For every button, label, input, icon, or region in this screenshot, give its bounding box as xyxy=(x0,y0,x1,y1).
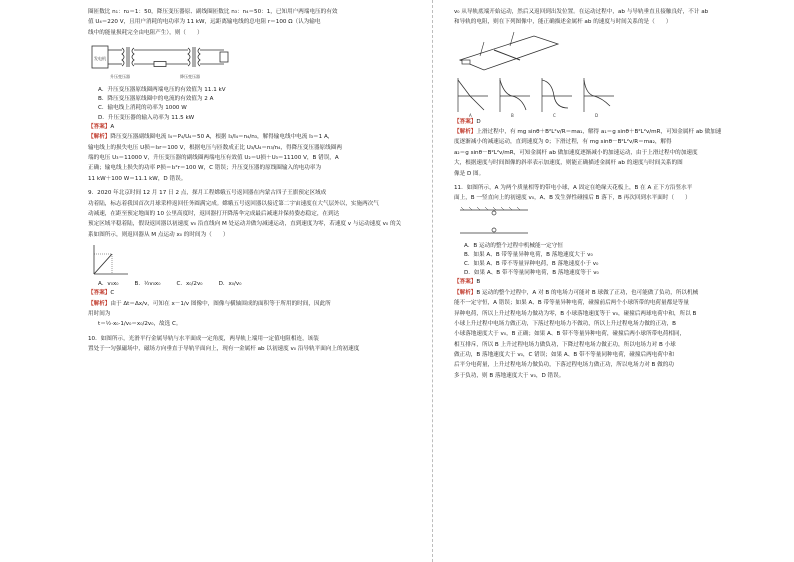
q8-option-d: D．升压变压器的输入功率为 11.5 kW xyxy=(98,114,195,121)
q10-analysis-label: 【解析】 xyxy=(454,128,477,135)
q11-analysis-line: 后平分电荷量，上升过程电场力做负功，下落过程电场力做正功，所以电场力对 B 做的功 xyxy=(454,362,674,369)
vt-graphs-row xyxy=(454,76,764,118)
q11-analysis-line: 多于负功，则 B 落地速度大于 v₀，D 错误。 xyxy=(454,372,565,379)
q11-analysis-line: 能不一定守恒，A 错误；如果 A、B 带等量异种电荷，碰撞前后两个小球所带的电荷量都是等量 xyxy=(454,300,689,307)
q9-answer-value: C xyxy=(110,290,115,297)
q11-option-a: A．B 运动的整个过程中机械能一定守恒 xyxy=(464,242,563,249)
q9-line: 预定区域平稳着陆，假设返回器以初速度 v₀ 沿直线向 M 处运动并做匀减速运动，直到速度为零，若速度 v 与运动速度 v₀ 的关 xyxy=(88,221,402,228)
q8-option-b: B．降压变压器原线圈中的电流的有效值为 2 A xyxy=(98,96,214,103)
q11-analysis-line: 相互排斥，所以 B 上升过程电场力做负功，下降过程电场力做正功，所以电场力对 B 小球 xyxy=(454,341,676,348)
q11-analysis-line: 小球上升过程中电场力做正功，下落过程电场力不做功，所以上升过程电场力做的正功，B xyxy=(454,320,676,327)
q11-option-b: B．如果 A、B 带等量异种电荷，B 落地速度大于 v₀ xyxy=(464,251,593,258)
q9-line: 9．2020 年北京时间 12 月 17 日 2 点，探月工程嫦娥五号返回器在内蒙古四子王旗预定区域成 xyxy=(88,190,327,197)
graph-label-c: C xyxy=(553,112,556,118)
q8-intro-line: 圈匝数比 n₁：n₂＝1：50，降压变压器原、副线圈匝数比 n₃：n₄＝50：1，已知用户两端电压的有效 xyxy=(88,9,338,15)
q9-line: 动减速，在距至预定地面的 10 公里高度时，返回器打开降落伞完成最后减速并保持姿态稳定，在到达 xyxy=(88,210,340,217)
q9-answer-label: 【答案】 xyxy=(88,290,111,297)
q10-analysis-line: 上滑过程中，有 mg sinθ＋B²L²v/R＝ma₁，解得 a₁＝g sinθ＋B²L²v/mR，可知金属杆 ab 做加速 xyxy=(476,128,722,135)
q11-analysis-label: 【解析】 xyxy=(454,289,477,296)
answer-value: A xyxy=(110,123,115,130)
q8-intro-line: 值 U₄＝220 V，且用户消耗的电功率为 11 kW，远距离输电线的总电阻 r＝100 Ω（认为输电 xyxy=(88,19,321,26)
graph-label-d: D xyxy=(595,112,599,118)
step-down-label: 降压变压器 xyxy=(180,73,200,79)
vt-graph-a xyxy=(454,76,490,118)
q11-analysis-line: B 运动的整个过程中，A 对 B 的电场力可能对 B 球做了正功，也可能做了负功，所以机械 xyxy=(476,289,699,296)
q9-option-b: B．½v₀x₀ xyxy=(134,280,161,287)
q10-answer-label: 【答案】 xyxy=(454,118,477,125)
q9-analysis-line: t＝½·x₀·1/v₀＝x₀/2v₀，故选 C。 xyxy=(98,321,182,328)
analysis-line: 端的电压 U₃＝11000 V，升压变压器的副线圈两端电压有效值 U₂＝U损＋U₃＝11100 V，B 错误，A xyxy=(88,154,339,161)
q9-line: 系如图所示，则返回器从 M 点运动 x₀ 的时间为（ ） xyxy=(88,231,229,238)
q9-option-c: C．x₀/2v₀ xyxy=(176,280,203,287)
q9-line: 功着陆，标志着我国首次月球采样返回任务圆满完成。嫦娥五号返回器以接近第二宇宙速度在大气层外以，实施两次气 xyxy=(88,200,379,207)
incline-rail-figure xyxy=(454,30,564,74)
left-column xyxy=(88,8,410,355)
q11-line: 11．如图所示，A 为两个质量相等的带电小球，A 固定在绝缘天花板上，B 在 A 正下方沿竖水平 xyxy=(454,184,693,191)
q11-analysis-line: 异种电荷，所以上升过程电场力做功为零，B 小球落地速度等于 v₀，碰撞后两球电荷中和，所以 B xyxy=(454,310,697,317)
q8-option-c: C．输电线上消耗的功率为 1000 W xyxy=(98,105,187,112)
q11-option-d: D．如果 A、B 带不等量同种电荷，B 落地速度等于 v₀ xyxy=(464,270,599,277)
transformer-circuit-figure xyxy=(88,40,238,84)
q11-answer-value: B xyxy=(476,279,481,286)
right-column xyxy=(454,8,764,382)
q10-cont-line: 和导轨的电阻，则在下列图像中，能正确描述金属杆 ab 的速度与时间关系的是（ ） xyxy=(454,19,672,26)
step-up-label: 升压变压器 xyxy=(110,73,130,79)
q10-line: 置处于一匀强磁场中，磁场方向垂直于导轨平面向上，现有一金属杆 ab 以初速度 v₀ 沿导轨平面向上的初速度 xyxy=(88,346,360,353)
q11-analysis-line: 小球落地速度大于 v₀，B 正确；如果 A、B 带不等量异种电荷，碰撞后两小球所带电荷相同， xyxy=(454,331,686,338)
analysis-line: 11 kW＋100 W＝11.1 kW，D 错误。 xyxy=(88,175,187,182)
q9-option-a: A．v₀x₀ xyxy=(98,280,119,287)
analysis-line: 输电线上的损失电压 U损＝I₃r＝100 V，根据电压与匝数成正比 U₃/U₄＝n₃/n₄，得降压变压器原线圈两 xyxy=(88,144,342,151)
q10-analysis-line: a₂＝g sinθ－B²L²v/mR，可知金属杆 ab 做加速度逐渐减小的加速运动，由于上滑过程中的加速度 xyxy=(454,149,698,156)
column-divider xyxy=(432,0,434,562)
analysis-line: 降压变压器副线圈电流 I₄＝P₄/U₄＝50 A，根据 I₃/I₄＝n₄/n₃，解得输电线中电流 I₃＝1 A， xyxy=(110,134,334,141)
graph-label-a: A xyxy=(469,112,472,118)
analysis-label: 【解析】 xyxy=(88,134,111,141)
q9-analysis-label: 【解析】 xyxy=(88,300,111,307)
graph-label-b: B xyxy=(511,112,514,118)
vt-graph-d xyxy=(580,76,616,118)
q10-line: 10．如图所示，光滑平行金属导轨与水平面成一定角度，两导轨上端用一定值电阻相连，该装 xyxy=(88,335,319,342)
vt-graph-c xyxy=(538,76,574,118)
q11-line: 面上，B 一竖直向上的初速度 v₀，A、B 发生弹性碰撞后 B 落下，B 再次回到水平面时（ ） xyxy=(454,195,691,202)
q11-analysis-line: 做正功，B 落地速度大于 v₀，C 错误；如果 A、B 带不等量同种电荷，碰撞后两电荷中和 xyxy=(454,352,675,359)
analysis-line: 正确；输电线上损失的功率 P损＝I₃²r＝100 W，C 错误；升压变压器的原线圈输入的电功率为 xyxy=(88,165,322,172)
q11-answer-label: 【答案】 xyxy=(454,279,477,286)
q9-analysis-line: 用时间为 xyxy=(88,310,111,317)
q9-graph xyxy=(88,242,132,278)
q9-option-d: D．x₀/v₀ xyxy=(218,280,242,287)
q8-intro-line: 线中的能量损耗完全由电阻产生），则（ ） xyxy=(88,29,203,36)
q10-analysis-line: 大，根据速度与时间图像的斜率表示加速度，则能正确描述金属杆 ab 的速度与时间关系的图 xyxy=(454,160,683,167)
answer-label: 【答案】 xyxy=(88,123,111,130)
q11-figure xyxy=(454,206,534,240)
q9-analysis-line: 由于 Δt＝Δx/v，可知在 x－1/v 图像中，图像与横轴围成的面积等于所用的时间，因此所 xyxy=(110,300,331,307)
q10-analysis-line: 像是 D 图。 xyxy=(454,170,485,177)
q8-option-a: A．升压变压器原线圈两端电压的有效值为 11.1 kV xyxy=(98,86,226,93)
vt-graph-b xyxy=(496,76,532,118)
q10-answer-value: D xyxy=(476,118,481,125)
generator-label: 发电机 xyxy=(94,55,106,61)
q10-cont-line: v₀ 从导轨底端开始运动，然后又返回到出发位置。在运动过程中，ab 与导轨垂直且接触良好，不计 ab xyxy=(454,9,709,15)
q11-option-c: C．如果 A、B 带不等量异种电荷，B 落地速度小于 v₀ xyxy=(464,260,599,267)
q10-analysis-line: 度逐渐减小的减速运动，直到速度为 0；下滑过程，有 mg sinθ－B²L²v/R＝ma₂，解得 xyxy=(454,139,672,146)
